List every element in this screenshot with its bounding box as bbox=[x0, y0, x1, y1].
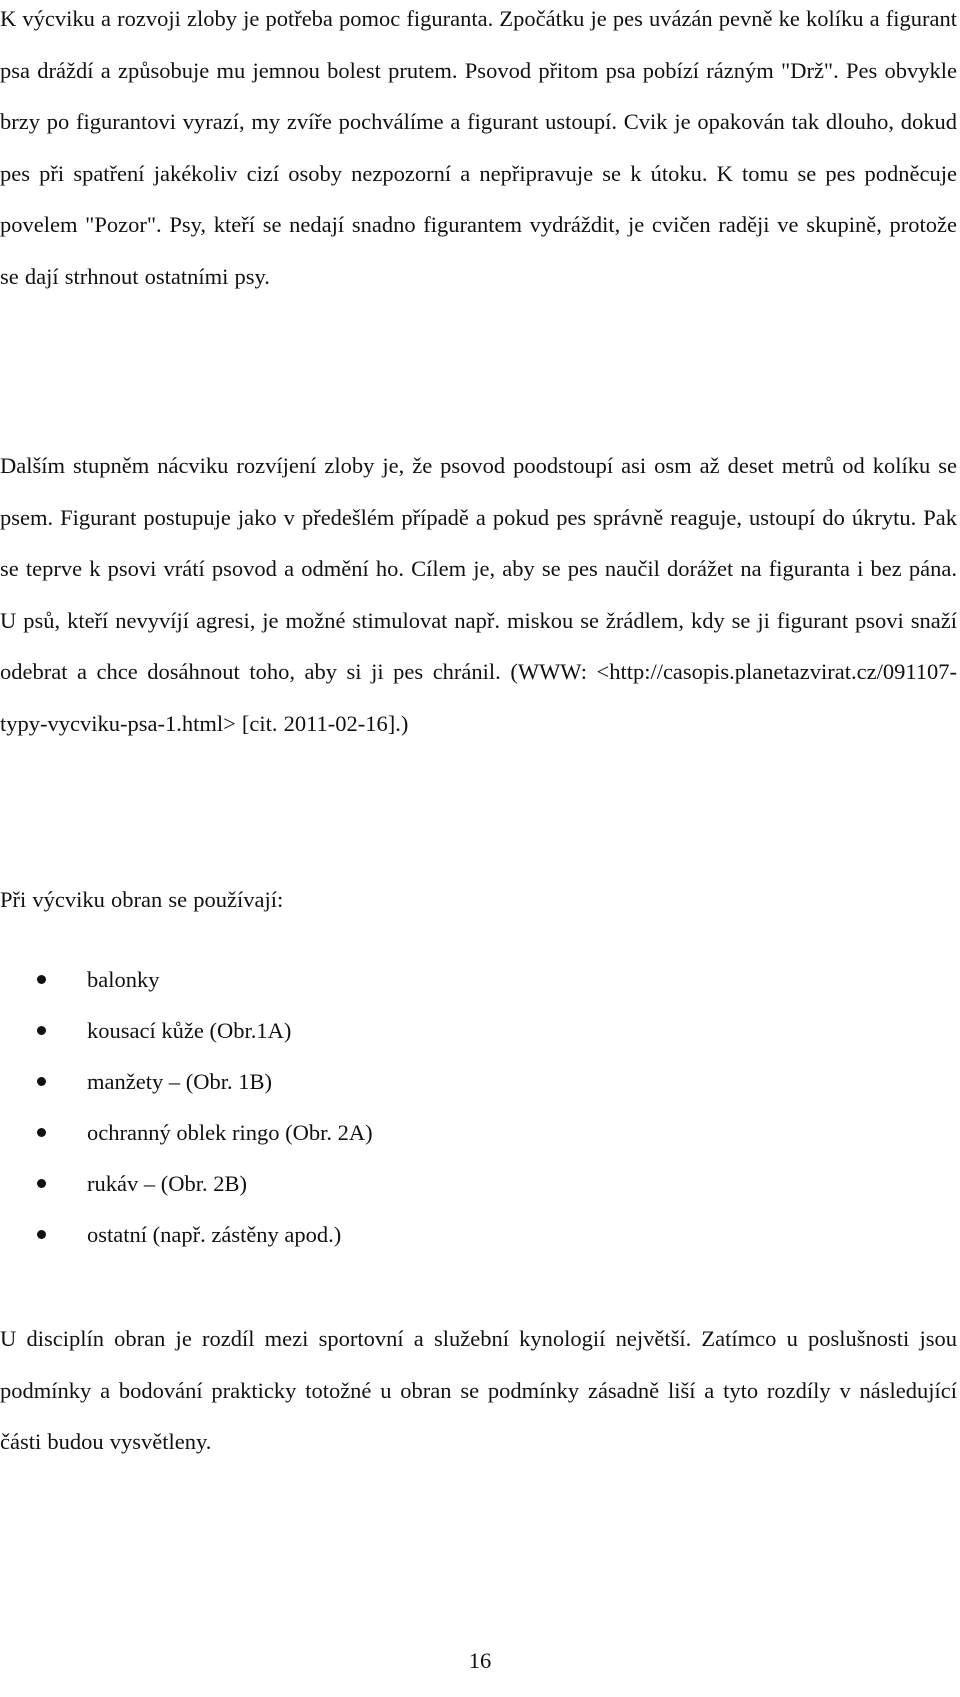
bullet-icon bbox=[37, 1230, 46, 1239]
list-item bbox=[0, 954, 900, 1005]
bullet-icon bbox=[37, 1077, 46, 1086]
bullet-icon bbox=[37, 975, 46, 984]
equipment-list bbox=[0, 954, 900, 1260]
bullet-icon bbox=[37, 1128, 46, 1137]
list-item-text: rukáv – (Obr. 2B) bbox=[87, 1171, 247, 1196]
paragraph-disciplines: U disciplín obran je rozdíl mezi sportovní a služební kynologií největší. Zatímco u poslušnosti jsou podmínky a bodování prakticky totožné u obran se podmínky zásadně liší a tyto rozdíly v následující části budou vysvětleny. bbox=[0, 1326, 957, 1454]
list-item-text: ochranný oblek ringo (Obr. 2A) bbox=[87, 1120, 373, 1145]
bullet-icon bbox=[37, 1179, 46, 1188]
list-item-text: balonky bbox=[87, 967, 160, 992]
list-item bbox=[0, 1107, 900, 1158]
list-item bbox=[0, 1005, 900, 1056]
list-item-text: kousací kůže (Obr.1A) bbox=[87, 1018, 292, 1043]
paragraph-aggression-training: K výcviku a rozvoji zloby je potřeba pomoc figuranta. Zpočátku je pes uvázán pevně ke kolíku a figurant psa dráždí a způsobuje mu jemnou bolest prutem. Psovod přitom psa pobízí rázným "Drž". Pes obvykle brzy po figurantovi vyrazí, my zvíře pochválíme a figurant ustoupí. Cvik je opakován tak dlouho, dokud pes při spatření jakékoliv cizí osoby nezpozorní a nepřipravuje se k útoku. K tomu se pes podněcuje povelem "Pozor". Psy, kteří se nedají snadno figurantem vydráždit, je cvičen raději ve skupině, protože se dají strhnout ostatními psy. bbox=[0, 6, 957, 289]
list-item bbox=[0, 1056, 900, 1107]
page-number: 16 bbox=[468, 1648, 492, 1673]
list-item bbox=[0, 1209, 900, 1260]
list-item-text: manžety – (Obr. 1B) bbox=[87, 1069, 272, 1094]
bullet-icon bbox=[37, 1026, 46, 1035]
list-item bbox=[0, 1158, 900, 1209]
paragraph-next-stage: Dalším stupněm nácviku rozvíjení zloby je, že psovod poodstoupí asi osm až deset metrů od kolíku se psem. Figurant postupuje jako v předešlém případě a pokud pes správně reaguje, ustoupí do úkrytu. Pak se teprve k psovi vrátí psovod a odmění ho. Cílem je, aby se pes naučil dorážet na figuranta i bez pána. U psů, kteří nevyvíjí agresi, je možné stimulovat např. miskou se žrádlem, kdy se ji figurant psovi snaží odebrat a chce dosáhnout toho, aby si ji pes chránil. (WWW: <http://casopis.planetazvirat.cz/091107-typy-vycviku-psa-1.html> [cit. 2011-02-16].) bbox=[0, 453, 957, 736]
list-item-text: ostatní (např. zástěny apod.) bbox=[87, 1222, 342, 1247]
list-intro: Při výcviku obran se používají: bbox=[0, 887, 284, 912]
